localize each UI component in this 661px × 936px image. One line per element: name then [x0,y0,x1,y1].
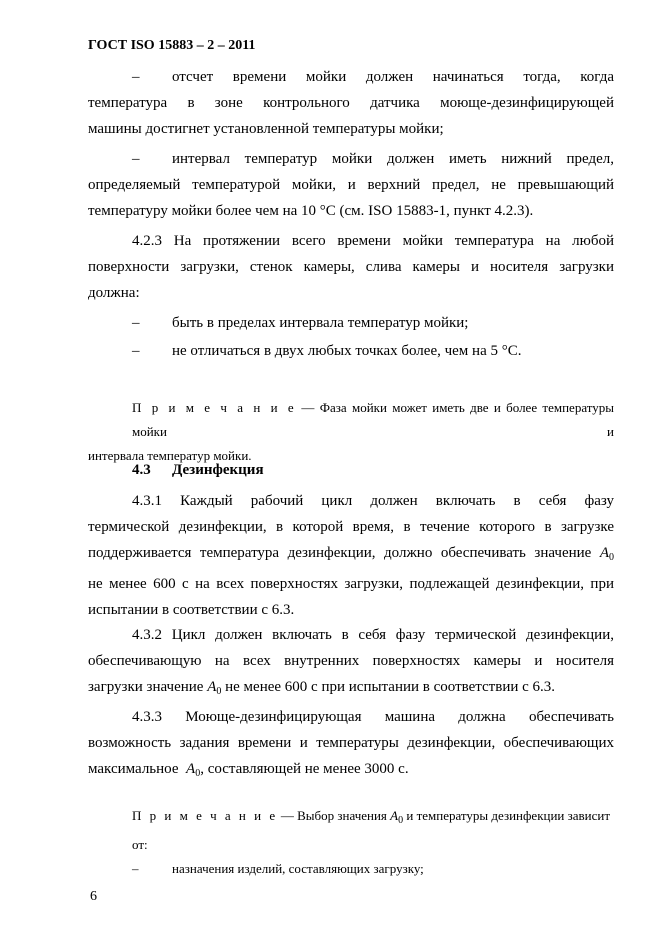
note-label: П р и м е ч а н и е [132,808,278,823]
document-header: ГОСТ ISO 15883 – 2 – 2011 [88,38,256,53]
page-number: 6 [90,889,97,904]
note-label: П р и м е ч а н и е [132,400,297,415]
paragraph-continuation: определяемый температурой мойки, и верхний предел, не превышающий температуру мойки более чем на 10 °С (см. ISO 15883-1, пункт 4.2.3). [88,177,614,219]
clause-4-2-3: 4.2.3 На протяжении всего времени мойки температура на любой поверхности загрузки, стенок камеры, слива камеры и носителя загрузки должна: [88,233,614,301]
note: П р и м е ч а н и е — Выбор значения $A_0$ и температуры дезинфекции зависит от: – назначения изделий, составляющих загрузку; [88,804,614,881]
section-heading: 4.3 Дезинфекция [132,462,264,478]
clause-4-3-3: 4.3.3 Моюще-дезинфицирующая машина должна обеспечивать возможность задания времени и температуры дезинфекции, обеспечивающих максимальное $A_0$, составляющей не менее 3000 с. [88,709,614,779]
clause-4-3-1: 4.3.1 Каждый рабочий цикл должен включать в себя фазу термической дезинфекции, в которой время, в течение которого в загрузке поддерживается температура дезинфекции, должно обеспечивать значение $A_0$ не менее 600 с на всех поверхностях загрузки, подлежащей дезинфекции, при испытании в соответствии с 6.3. [88,493,614,618]
note: П р и м е ч а н и е — Фаза мойки может иметь две и более температуры мойки и интервала температур мойки. [88,400,614,463]
paragraph-continuation: температура в зоне контрольного датчика моюще-дезинфицирующей машины достигнет установленной температуры мойки; [88,95,614,137]
clause-4-3-2: 4.3.2 Цикл должен включать в себя фазу термической дезинфекции, обеспечивающую на всех внутренних поверхностях камеры и носителя загрузки значение $A_0$ не менее 600 с при испытании в соответствии с 6.3. [88,627,614,697]
list-item: – назначения изделий, составляющих загрузку; [132,861,424,876]
